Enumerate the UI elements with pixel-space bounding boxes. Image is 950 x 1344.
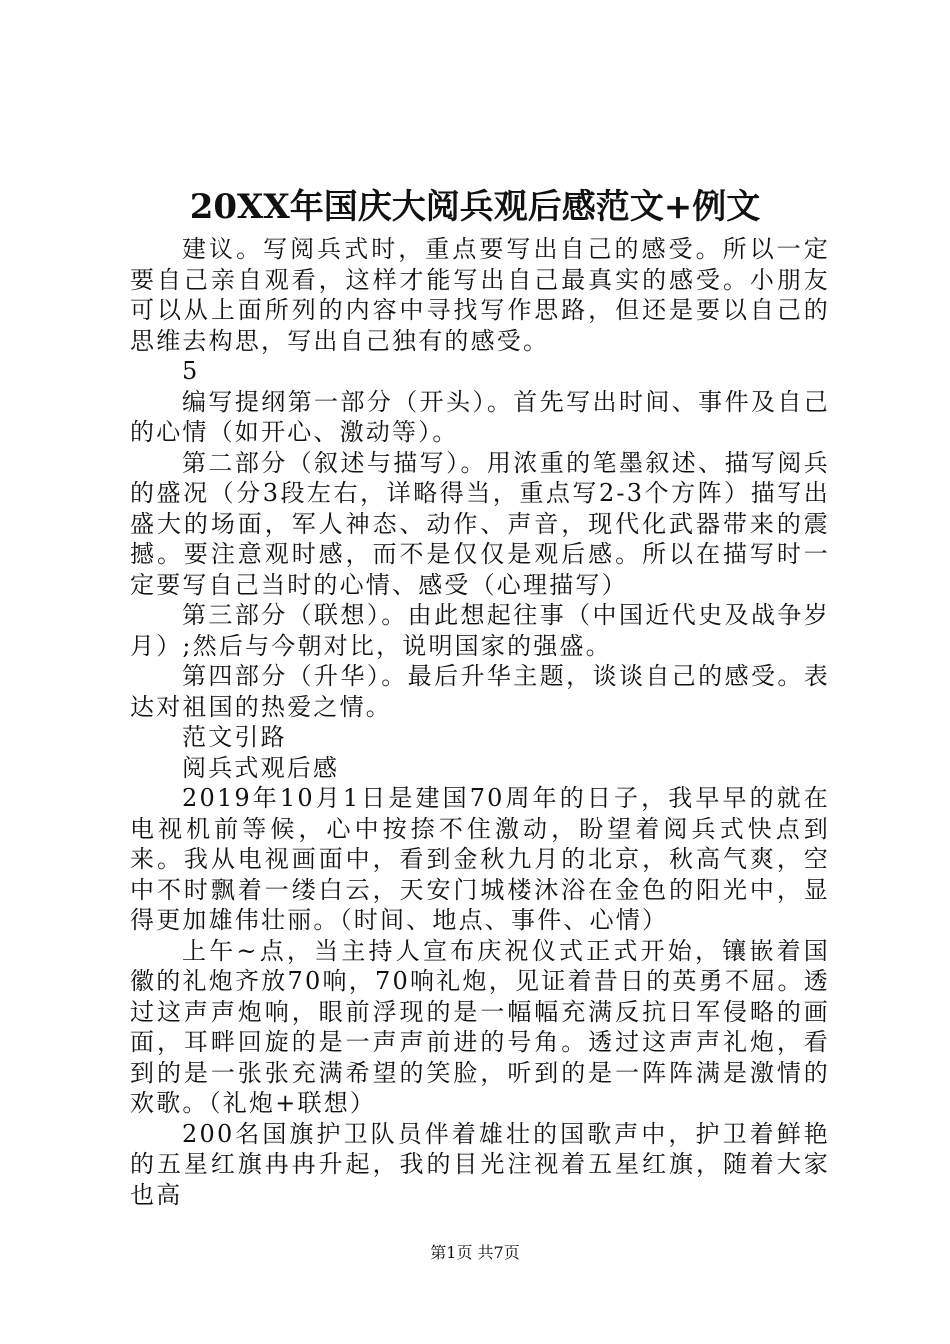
paragraph-outline-part-4: 第四部分（升华）。最后升华主题，谈谈自己的感受。表达对祖国的热爱之情。 bbox=[130, 662, 830, 721]
paragraph-outline-part-2: 第二部分（叙述与描写）。用浓重的笔墨叙述、描写阅兵的盛况（分3段左右，详略得当，重点写2-3个方阵）描写出盛大的场面，军人神态、动作、声音，现代化武器带来的震撼。要注意观时感，而不是仅仅是观后感。所以在描写时一定要写自己当时的心情、感受（心理描写） bbox=[130, 448, 830, 599]
document-body bbox=[130, 234, 830, 1210]
paragraph-number: 5 bbox=[182, 357, 200, 385]
paragraph-suggestion: 建议。写阅兵式时，重点要写出自己的感受。所以一定要自己亲自观看，这样才能写出自己最真实的感受。小朋友可以从上面所列的内容中寻找写作思路，但还是要以自己的思维去构思，写出自己独有的感受。 bbox=[130, 235, 830, 355]
essay-paragraph-2: 上午~点，当主持人宣布庆祝仪式正式开始，镶嵌着国徽的礼炮齐放70响，70响礼炮，见证着昔日的英勇不屈。透过这声声炮响，眼前浮现的是一幅幅充满反抗日军侵略的画面，耳畔回旋的是一声声前进的号角。透过这声声礼炮，看到的是一张张充满希望的笑脸，听到的是一阵阵满是激情的欢歌。（礼炮+联想） bbox=[130, 936, 830, 1117]
essay-paragraph-1: 2019年10月1日是建国70周年的日子，我早早的就在电视机前等候，心中按捺不住激动，盼望着阅兵式快点到来。我从电视画面中，看到金秋九月的北京，秋高气爽，空中不时飘着一缕白云，天安门城楼沐浴在金色的阳光中，显得更加雄伟壮丽。（时间、地点、事件、心情） bbox=[130, 784, 830, 934]
paragraph-outline-part-1: 编写提纲第一部分（开头）。首先写出时间、事件及自己的心情（如开心、激动等）。 bbox=[130, 387, 830, 446]
document-title: 20XX年国庆大阅兵观后感范文+例文 bbox=[189, 187, 761, 227]
page-footer: 第1页 共7页 bbox=[430, 1243, 520, 1262]
section-heading-sample: 范文引路 bbox=[182, 723, 287, 751]
paragraph-outline-part-3: 第三部分（联想）。由此想起往事（中国近代史及战争岁月）;然后与今朝对比，说明国家的强盛。 bbox=[130, 601, 830, 660]
essay-title: 阅兵式观后感 bbox=[182, 753, 340, 782]
essay-paragraph-3: 200名国旗护卫队员伴着雄壮的国歌声中，护卫着鲜艳的五星红旗冉冉升起，我的目光注视着五星红旗，随着大家也高 bbox=[130, 1119, 830, 1209]
